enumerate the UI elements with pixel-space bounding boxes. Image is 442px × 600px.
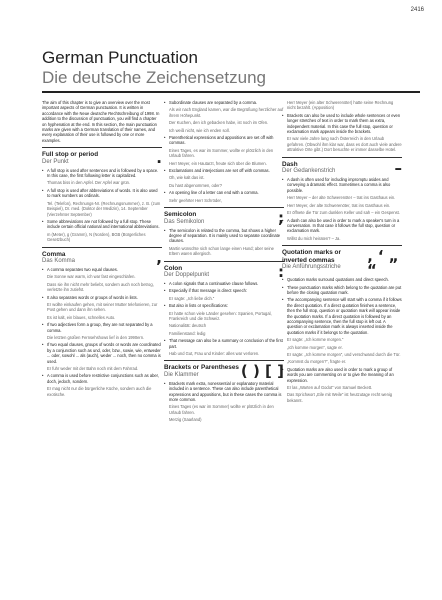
column-2-sections: [164, 100, 284, 423]
rule-bullet: • A dash can also be used in order to mark a speaker's turn in a conversation. In that case it follows the full stop, question or exclamation mark.: [282, 218, 402, 234]
section: [42, 247, 162, 398]
section-heading: [42, 248, 162, 267]
example-text: Es ist kalt, ein blaues, schnelles Auto.: [47, 314, 116, 320]
section: [164, 207, 284, 256]
example-text: Er las „Warten auf Godot“ von Samuel Beckett.: [287, 385, 373, 391]
section-heading: [164, 211, 284, 227]
intro: [42, 100, 162, 143]
example-text: Herr Meyer – der alte Schwerenöter – trat ins Gasthaus ein.: [287, 195, 396, 201]
rule-bullet: • Quotation marks surround quotations and direct speech.: [282, 277, 402, 282]
section-title-en: Dash: [282, 160, 298, 168]
punctuation-symbol: ;: [278, 209, 284, 228]
example-text: Hab und Gut, Frau und Kinder: alles war verloren.: [169, 351, 260, 356]
chapter-header: [42, 48, 412, 93]
rule-bullet: • A colon signals that a continuative clause follows.: [164, 281, 284, 286]
section-title-en: Full stop or period: [42, 151, 99, 159]
column-1-sections: [42, 147, 162, 397]
rule-bullet: • Some abbreviations are not followed by a full stop. These include certain official national and international abbreviations.: [42, 219, 162, 230]
example-text: Die Sonne war warm, ich war fast eingeschlafen.: [47, 274, 136, 280]
section: [282, 100, 402, 153]
punctuation-symbol: ‚ ‘ „ “: [366, 247, 399, 280]
rule-bullet: • That message can also be a summary or conclusion of the first part.: [164, 338, 284, 349]
rule-bullet: • If two equal clauses, groups of words or words are coordinated by a conjunction such as und, oder, bzw., sowie, wie, entweder ... oder, sowohl ... als (auch), weder ... noch, then no comma is used.: [42, 342, 162, 364]
example-text: Er hatte schon viele Länder gesehen: Spanien, Portugal, Frankreich und die Schweiz.: [169, 310, 272, 321]
example-text: m (Meter), g (Gramm), N (Norden), BGB (Bürgerliches Gesetzbuch): [47, 231, 146, 243]
section-heading: [42, 151, 162, 167]
section-titles: [164, 364, 239, 380]
rule-bullet: • It also separates words or groups of words in lists.: [42, 295, 162, 300]
punctuation-symbol: :: [278, 262, 284, 281]
example-text: Sehr geehrter Herr Schröder,: [169, 197, 222, 203]
section-title-de: Der Gedankenstrich: [282, 168, 336, 175]
section-title-de: Das Semikolon: [164, 218, 205, 225]
rule-bullet: • Exclamations and interjections are set off with commas.: [164, 168, 284, 173]
section-title-de: Der Punkt: [42, 158, 69, 165]
rule-bullet: • If two adjectives form a group, they are not separated by a comma.: [42, 322, 162, 333]
rule-bullet: • Brackets mark extra, nonessential or explanatory material included in a sentence. These can also include parenthetical expressions and appositions, but in these cases the comma is more common.: [164, 381, 284, 403]
intro-text: The aim of this chapter is to give an overview over the most important aspects of German punctuation. It is written in accordance with the Neue deutsche Rechtschreibung of 1998. In addition to the discussion of punctuation, you will find a chapter on hyphenation at the end. In this section, the main punctuation marks are given with a German translation of their names, and every explanation of their use is followed by one or more examples.: [42, 100, 160, 143]
example-text: Nationalität: deutsch: [169, 323, 207, 329]
section-titles: [282, 161, 335, 177]
header-rule: [42, 91, 420, 93]
rule-bullet: • An opening line of a letter can end with a comma.: [164, 190, 284, 195]
example-text: Er war viele Jahre lang nach Österreich in den Urlaub gefahren. (Obwohl ihm klar war, dass es dort auch viele andere attraktive Orte gibt.) Dort besuchte er immer dasselbe Hotel.: [287, 136, 402, 153]
section-title-de: Der Doppelpunkt: [164, 271, 210, 278]
rule-bullet: • Especially if that message is direct speech:: [164, 288, 284, 293]
section-heading: [164, 262, 284, 281]
example-text: Martin wünschte sich schon lange einen Hund; aber seine Eltern waren allergisch.: [169, 245, 274, 257]
example-text: „Kommst du morgen?“, fragte er.: [287, 359, 347, 365]
example-text: Herr Meyer (ein alter Schwerenöter) hatte seine Rechnung nicht bezahlt. (Apposition): [287, 100, 394, 111]
example-text: Tel. (Telefon), Rechnungs-Nr. (Rechnungsnummer), z. B. (zum Beispiel), Dr. med. (Doktor der Medizin), 14. September (Vierzehnter September): [47, 200, 161, 217]
section-title-en: Semicolon: [164, 211, 197, 219]
example-text: Willst du mich heiraten? – Ja.: [287, 235, 341, 241]
example-text: Er fuhr weder mit der Bahn noch mit dem Fahrrad.: [47, 366, 139, 372]
rule-bullet: • Parenthetical expressions and appositions are set off with commas.: [164, 135, 284, 146]
column-1: [42, 100, 162, 399]
example-text: Er sagte: „Ich komme morgen“, und verschwand durch die Tür.: [287, 352, 401, 357]
column-3-sections: [282, 100, 402, 403]
example-text: Er sagte: „Ich liebe dich.“: [169, 295, 215, 301]
section: [282, 245, 402, 403]
chapter-title: German Punctuation: [42, 48, 198, 67]
rule-bullet: • The accompanying sentence will start with a comma if it follows the direct quotation. If a direct quotation finishes a sentence, then the full stop, question or quotation mark will appear inside the quotation marks. If a direct quotation is followed by an accompanying sentence, then the full stop is left out. A question or exclamation mark is always inserted inside the quotation marks if it belongs to the quotation.: [282, 297, 402, 335]
section-titles: [164, 265, 209, 281]
example-text: Eines Tages, es war im Sommer, wollte er plötzlich in den Urlaub fahren.: [169, 147, 274, 159]
section-titles: [282, 249, 367, 273]
page-number: 2416: [410, 7, 424, 13]
section-title-en: Colon: [164, 264, 183, 272]
column-2: [164, 100, 284, 425]
section-heading: [164, 364, 284, 380]
section-title-de: Das Komma: [42, 257, 76, 264]
example-text: Er öffnete die Tür zum dunklen Keller und sah – ein Gespenst.: [287, 210, 400, 216]
section-titles: [42, 251, 75, 267]
section-title-de: Die Klammer: [164, 371, 199, 378]
example-text: Herr Meyer, ein Hautarzt, freute sich über die Blumen.: [169, 160, 267, 166]
example-text: Das Sprichwort „Eile mit Weile“ ist heutzutage recht wenig bekannt.: [287, 392, 393, 403]
section-title-en: Brackets or Parentheses: [164, 364, 239, 372]
example-text: Herr Meyer, der alte Schwerenöter, trat ins Gasthaus ein.: [287, 202, 391, 208]
example-text: Familienstand: ledig: [169, 330, 206, 336]
section: [164, 360, 284, 422]
rule-bullet: • Subordinate clauses are separated by a comma.: [164, 100, 284, 105]
example-text: Die letzten großen Fernsehshows lief in den 1990ern.: [47, 335, 145, 340]
example-text: Dass sie ihn nicht mehr beliebt, sondern auch noch betrog, verletzte ihn zutiefst.: [47, 281, 154, 293]
example-text: Eines Tages (es war im Sommer) wollte er plötzlich in den Urlaub fahren.: [169, 404, 274, 415]
rule-bullet: • The semicolon is related to the comma, but shows a higher degree of separation. It is mainly used to separate coordinate clauses.: [164, 228, 284, 244]
rule-bullet: • A dash is often used for including impromptu asides and conveying a dramatic effect. Sometimes a comma is also possible.: [282, 177, 402, 193]
example-text: Er sagte: „Ich komme morgen.“: [287, 337, 344, 343]
example-text: „Ich komme morgen“, sagte er.: [287, 344, 343, 350]
rule-bullet: • A full stop is used after sentences and is followed by a space. In this case, the first following letter is capitalized.: [42, 168, 162, 179]
section-title-en: Quotation marks or inverted commas: [282, 249, 341, 264]
punctuation-symbol: .: [156, 149, 162, 168]
example-text: Der Kuchen, den ich gebacken habe, ist noch im Ofen.: [169, 120, 269, 126]
punctuation-symbol: ,: [156, 248, 162, 267]
section-titles: [42, 151, 98, 167]
section: [164, 100, 284, 203]
rule-bullet: • Brackets can also be used to include whole sentences or even longer stretches of text in order to mark them as extra, independent material. In this case the full stop, question or exclamation mark appears inside the brackets.: [282, 113, 402, 135]
column-3: [282, 100, 402, 405]
section-titles: [164, 211, 204, 227]
rule-bullet: • But also in lists or specifications:: [164, 303, 284, 308]
rule-bullet: • A comma is used before restrictive conjunctions such as aber, doch, jedoch, sondern.: [42, 373, 162, 384]
punctuation-symbol: –: [394, 158, 402, 177]
example-text: Du hast abgenommen, oder?: [169, 182, 223, 188]
section: [282, 157, 402, 241]
chapter-subtitle: Die deutsche Zeichensetzung: [42, 68, 266, 87]
example-text: Ich weiß nicht, wie ich enden soll.: [169, 127, 230, 133]
rule-bullet: • A full stop is used after abbreviations of words. It is also used to mark numbers as ordinals.: [42, 188, 162, 199]
example-text: Als wir nach England kamen, war die Begrüßung herzlicher auf ihrem Höhepunkt.: [169, 107, 284, 118]
example-text: Er wollte einkaufen gehen, mit seiner Mutter telefonieren, zur Post gehen und dann ihn sehen.: [47, 301, 158, 313]
example-text: Thomas biss in den Apfel. Der Apfel war grün.: [47, 180, 131, 186]
section: [42, 147, 162, 242]
section: [164, 261, 284, 357]
rule-bullet: • Quotation marks are also used in order to mark a group of words you are commenting on or to give the meaning of an expression.: [282, 367, 402, 383]
section-title-en: Comma: [42, 250, 66, 258]
punctuation-symbol: ( ) [ ]: [240, 362, 284, 381]
rule-bullet: • A comma separates two equal clauses.: [42, 267, 162, 272]
section-heading: [282, 158, 402, 177]
example-text: Er mag nicht nur die bürgerliche Küche, sondern auch die exotische.: [47, 386, 152, 397]
example-text: Merzig (Saarland): [169, 417, 202, 423]
section-title-de: Die Anführungsstriche: [282, 263, 341, 270]
rule-bullet: • These punctuation marks which belong to the quotation are put before the closing quotation mark.: [282, 285, 402, 296]
example-text: Oh, wie kalt das ist.: [169, 175, 205, 181]
